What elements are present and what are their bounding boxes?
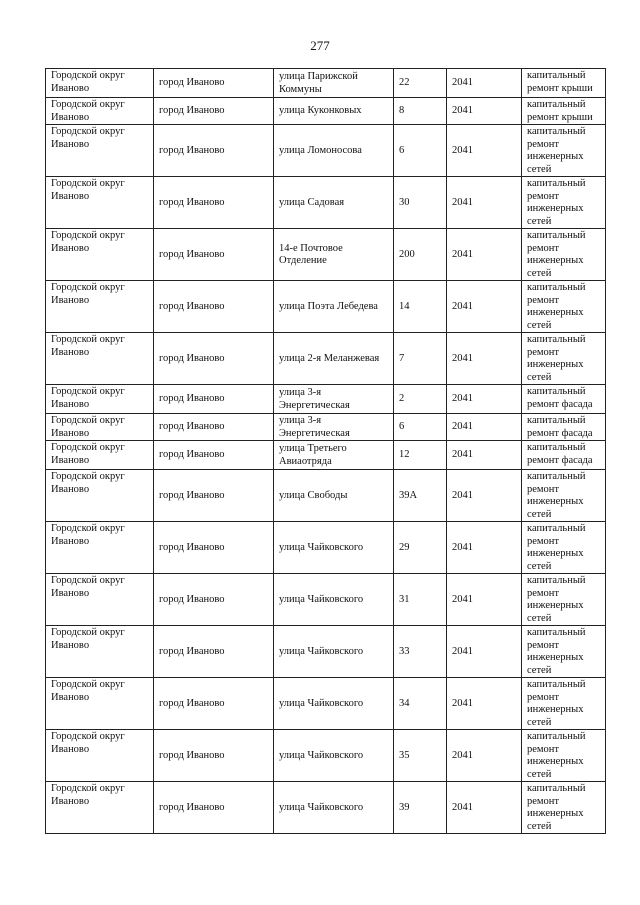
year-cell: 2041 <box>447 626 522 678</box>
table-row <box>46 626 606 678</box>
year-cell: 2041 <box>447 678 522 730</box>
street-cell: улица Поэта Лебедева <box>274 281 394 333</box>
city-cell: город Иваново <box>154 522 274 574</box>
house-number-cell: 7 <box>394 333 447 385</box>
street-cell: улица Куконковых <box>274 98 394 125</box>
street-cell: улица Свободы <box>274 470 394 522</box>
district-cell: Городской округ Иваново <box>46 98 154 125</box>
work-type-cell: капитальный ремонт инженерных сетей <box>522 782 606 834</box>
street-cell: 14-е Почтовое Отделение <box>274 229 394 281</box>
city-cell: город Иваново <box>154 98 274 125</box>
street-cell: улица Ломоносова <box>274 125 394 177</box>
table-row <box>46 522 606 574</box>
year-cell: 2041 <box>447 574 522 626</box>
work-type-cell: капитальный ремонт инженерных сетей <box>522 177 606 229</box>
street-cell: улица Чайковского <box>274 574 394 626</box>
district-cell: Городской округ Иваново <box>46 385 154 414</box>
city-cell: город Иваново <box>154 414 274 441</box>
district-cell: Городской округ Иваново <box>46 125 154 177</box>
house-number-cell: 6 <box>394 125 447 177</box>
work-type-cell: капитальный ремонт фасада <box>522 385 606 414</box>
district-cell: Городской округ Иваново <box>46 626 154 678</box>
district-cell: Городской округ Иваново <box>46 229 154 281</box>
table-row <box>46 69 606 98</box>
street-cell: улица Садовая <box>274 177 394 229</box>
house-number-cell: 14 <box>394 281 447 333</box>
work-type-cell: капитальный ремонт инженерных сетей <box>522 574 606 626</box>
table-row <box>46 470 606 522</box>
city-cell: город Иваново <box>154 730 274 782</box>
street-cell: улица 2-я Меланжевая <box>274 333 394 385</box>
city-cell: город Иваново <box>154 229 274 281</box>
city-cell: город Иваново <box>154 69 274 98</box>
house-number-cell: 22 <box>394 69 447 98</box>
district-cell: Городской округ Иваново <box>46 574 154 626</box>
street-cell: улица Чайковского <box>274 626 394 678</box>
year-cell: 2041 <box>447 333 522 385</box>
year-cell: 2041 <box>447 281 522 333</box>
work-type-cell: капитальный ремонт крыши <box>522 69 606 98</box>
street-cell: улица Третьего Авиаотряда <box>274 441 394 470</box>
table-row <box>46 125 606 177</box>
table-body <box>46 69 606 834</box>
street-cell: улица Парижской Коммуны <box>274 69 394 98</box>
year-cell: 2041 <box>447 441 522 470</box>
district-cell: Городской округ Иваново <box>46 69 154 98</box>
year-cell: 2041 <box>447 470 522 522</box>
year-cell: 2041 <box>447 782 522 834</box>
table-row <box>46 333 606 385</box>
city-cell: город Иваново <box>154 385 274 414</box>
street-cell: улица 3-я Энергетическая <box>274 385 394 414</box>
district-cell: Городской округ Иваново <box>46 678 154 730</box>
year-cell: 2041 <box>447 229 522 281</box>
street-cell: улица 3-я Энергетическая <box>274 414 394 441</box>
house-number-cell: 34 <box>394 678 447 730</box>
district-cell: Городской округ Иваново <box>46 177 154 229</box>
district-cell: Городской округ Иваново <box>46 522 154 574</box>
district-cell: Городской округ Иваново <box>46 281 154 333</box>
house-number-cell: 39А <box>394 470 447 522</box>
city-cell: город Иваново <box>154 281 274 333</box>
house-number-cell: 6 <box>394 414 447 441</box>
house-number-cell: 29 <box>394 522 447 574</box>
year-cell: 2041 <box>447 414 522 441</box>
district-cell: Городской округ Иваново <box>46 782 154 834</box>
repair-schedule-table <box>45 68 606 834</box>
table-row <box>46 414 606 441</box>
work-type-cell: капитальный ремонт инженерных сетей <box>522 626 606 678</box>
district-cell: Городской округ Иваново <box>46 730 154 782</box>
table-row <box>46 281 606 333</box>
table-row <box>46 574 606 626</box>
table-row <box>46 782 606 834</box>
house-number-cell: 33 <box>394 626 447 678</box>
city-cell: город Иваново <box>154 177 274 229</box>
house-number-cell: 35 <box>394 730 447 782</box>
house-number-cell: 39 <box>394 782 447 834</box>
city-cell: город Иваново <box>154 782 274 834</box>
year-cell: 2041 <box>447 522 522 574</box>
city-cell: город Иваново <box>154 441 274 470</box>
house-number-cell: 200 <box>394 229 447 281</box>
page-number: 277 <box>310 38 330 53</box>
year-cell: 2041 <box>447 69 522 98</box>
work-type-cell: капитальный ремонт инженерных сетей <box>522 333 606 385</box>
year-cell: 2041 <box>447 177 522 229</box>
work-type-cell: капитальный ремонт фасада <box>522 441 606 470</box>
table-row <box>46 678 606 730</box>
district-cell: Городской округ Иваново <box>46 441 154 470</box>
work-type-cell: капитальный ремонт инженерных сетей <box>522 678 606 730</box>
street-cell: улица Чайковского <box>274 522 394 574</box>
work-type-cell: капитальный ремонт инженерных сетей <box>522 229 606 281</box>
work-type-cell: капитальный ремонт инженерных сетей <box>522 730 606 782</box>
table-row <box>46 177 606 229</box>
house-number-cell: 12 <box>394 441 447 470</box>
city-cell: город Иваново <box>154 626 274 678</box>
street-cell: улица Чайковского <box>274 782 394 834</box>
street-cell: улица Чайковского <box>274 678 394 730</box>
district-cell: Городской округ Иваново <box>46 414 154 441</box>
table-row <box>46 385 606 414</box>
house-number-cell: 2 <box>394 385 447 414</box>
table-row <box>46 98 606 125</box>
house-number-cell: 8 <box>394 98 447 125</box>
year-cell: 2041 <box>447 125 522 177</box>
work-type-cell: капитальный ремонт инженерных сетей <box>522 522 606 574</box>
city-cell: город Иваново <box>154 574 274 626</box>
city-cell: город Иваново <box>154 333 274 385</box>
work-type-cell: капитальный ремонт крыши <box>522 98 606 125</box>
table-row <box>46 730 606 782</box>
work-type-cell: капитальный ремонт инженерных сетей <box>522 125 606 177</box>
district-cell: Городской округ Иваново <box>46 333 154 385</box>
street-cell: улица Чайковского <box>274 730 394 782</box>
city-cell: город Иваново <box>154 125 274 177</box>
year-cell: 2041 <box>447 730 522 782</box>
house-number-cell: 30 <box>394 177 447 229</box>
year-cell: 2041 <box>447 385 522 414</box>
house-number-cell: 31 <box>394 574 447 626</box>
district-cell: Городской округ Иваново <box>46 470 154 522</box>
work-type-cell: капитальный ремонт инженерных сетей <box>522 281 606 333</box>
work-type-cell: капитальный ремонт фасада <box>522 414 606 441</box>
city-cell: город Иваново <box>154 470 274 522</box>
work-type-cell: капитальный ремонт инженерных сетей <box>522 470 606 522</box>
table-row <box>46 441 606 470</box>
city-cell: город Иваново <box>154 678 274 730</box>
year-cell: 2041 <box>447 98 522 125</box>
table-row <box>46 229 606 281</box>
